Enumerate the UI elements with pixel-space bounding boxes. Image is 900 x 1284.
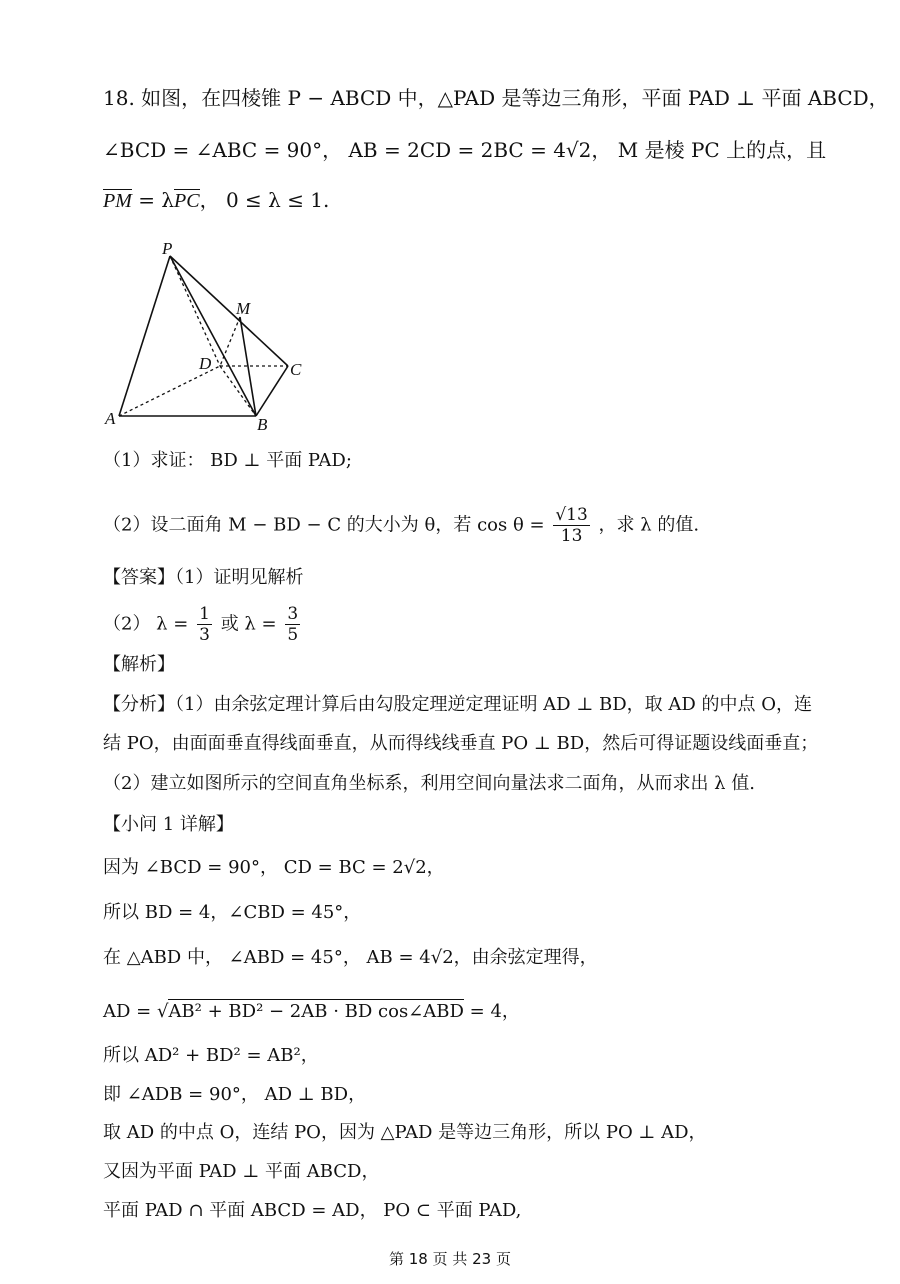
edge-pc (170, 256, 288, 366)
problem-line-3-post: ， 0 ≤ λ ≤ 1. (199, 188, 330, 212)
label-m: M (236, 299, 251, 318)
solution-s9: 平面 PAD ∩ 平面 ABCD = AD， PO ⊂ 平面 PAD, (103, 1200, 522, 1221)
solution-s6: 即 ∠ADB = 90°， AD ⊥ BD， (103, 1084, 367, 1105)
edge-pa (119, 256, 170, 416)
answer-fraction-2-den: 5 (287, 625, 299, 645)
solution-s4-pre: AD = √ (103, 1001, 169, 1022)
solution-s3: 在 △ABD 中， ∠ABD = 45°， AB = 4√2，由余弦定理得， (103, 947, 598, 968)
answer-fraction-2-num: 3 (287, 604, 299, 624)
problem-line-3-mid: = λ (131, 188, 175, 212)
problem-line-2: ∠BCD = ∠ABC = 90°， AB = 2CD = 2BC = 4√2， M 是棱 PC 上的点，且 (103, 138, 827, 162)
cos-fraction (553, 505, 589, 546)
question-2-pre: （2）设二面角 M − BD − C 的大小为 θ，若 cos θ = (103, 514, 545, 536)
solution-s1: 因为 ∠BCD = 90°， CD = BC = 2√2， (103, 857, 445, 878)
edge-md (220, 317, 240, 366)
vector-pc: PC (174, 190, 200, 212)
problem-line-3 (103, 188, 329, 213)
answer-fraction-1 (197, 604, 212, 645)
question-2 (103, 505, 699, 546)
answer-fraction-1-num: 1 (199, 604, 210, 624)
edge-pd (170, 256, 220, 366)
solution-s2: 所以 BD = 4，∠CBD = 45°， (103, 902, 362, 923)
edge-ad (119, 366, 220, 416)
edge-db (220, 366, 256, 416)
solution-s5: 所以 AD² + BD² = AB²， (103, 1045, 319, 1066)
cos-fraction-den: 13 (560, 526, 583, 546)
analysis-p3: （2）建立如图所示的空间直角坐标系，利用空间向量法求二面角，从而求出 λ 值. (103, 773, 756, 794)
answer-2 (103, 604, 303, 645)
answer-2-pre: （2） λ = (103, 613, 189, 635)
edge-bc (256, 366, 288, 416)
vector-pm: PM (103, 190, 132, 212)
solution-s8: 又因为平面 PAD ⊥ 平面 ABCD， (103, 1161, 380, 1182)
solution-s4 (103, 1000, 520, 1024)
analysis-p2: 结 PO，由面面垂直得线面垂直，从而得线线垂直 PO ⊥ BD，然后可得证题设线面垂直； (103, 733, 819, 754)
question-2-post: ，求 λ 的值. (598, 514, 700, 536)
solution-s4-post: = 4， (463, 1001, 520, 1022)
analysis-p1: 【分析】（1）由余弦定理计算后由勾股定理逆定理证明 AD ⊥ BD，取 AD 的中点 O，连 (103, 694, 812, 715)
analysis-label: 【解析】 (103, 654, 175, 675)
solution-s4-radicand: AB² + BD² − 2AB · BD cos∠ABD (168, 1001, 464, 1022)
solution-s7: 取 AD 的中点 O，连结 PO，因为 △PAD 是等边三角形，所以 PO ⊥ AD， (103, 1122, 707, 1143)
pyramid-figure (103, 240, 323, 440)
answer-fraction-2 (285, 604, 300, 645)
label-d: D (199, 354, 212, 373)
analysis-sub-label: 【小问 1 详解】 (103, 814, 234, 835)
label-p: P (162, 240, 173, 258)
cos-fraction-num: √13 (555, 505, 588, 525)
label-c: C (290, 360, 302, 379)
question-1: （1）求证： BD ⊥ 平面 PAD; (103, 450, 352, 471)
answer-fraction-1-den: 3 (199, 625, 210, 645)
label-b: B (257, 415, 268, 434)
problem-line-1: 18. 如图，在四棱锥 P − ABCD 中，△PAD 是等边三角形，平面 PAD ⊥ 平面 ABCD， (103, 86, 889, 110)
answer-2-mid: 或 λ = (220, 613, 277, 635)
label-a: A (105, 409, 116, 428)
page-footer: 第 18 页 共 23 页 (388, 1250, 511, 1268)
answer-label: 【答案】（1）证明见解析 (103, 567, 304, 588)
